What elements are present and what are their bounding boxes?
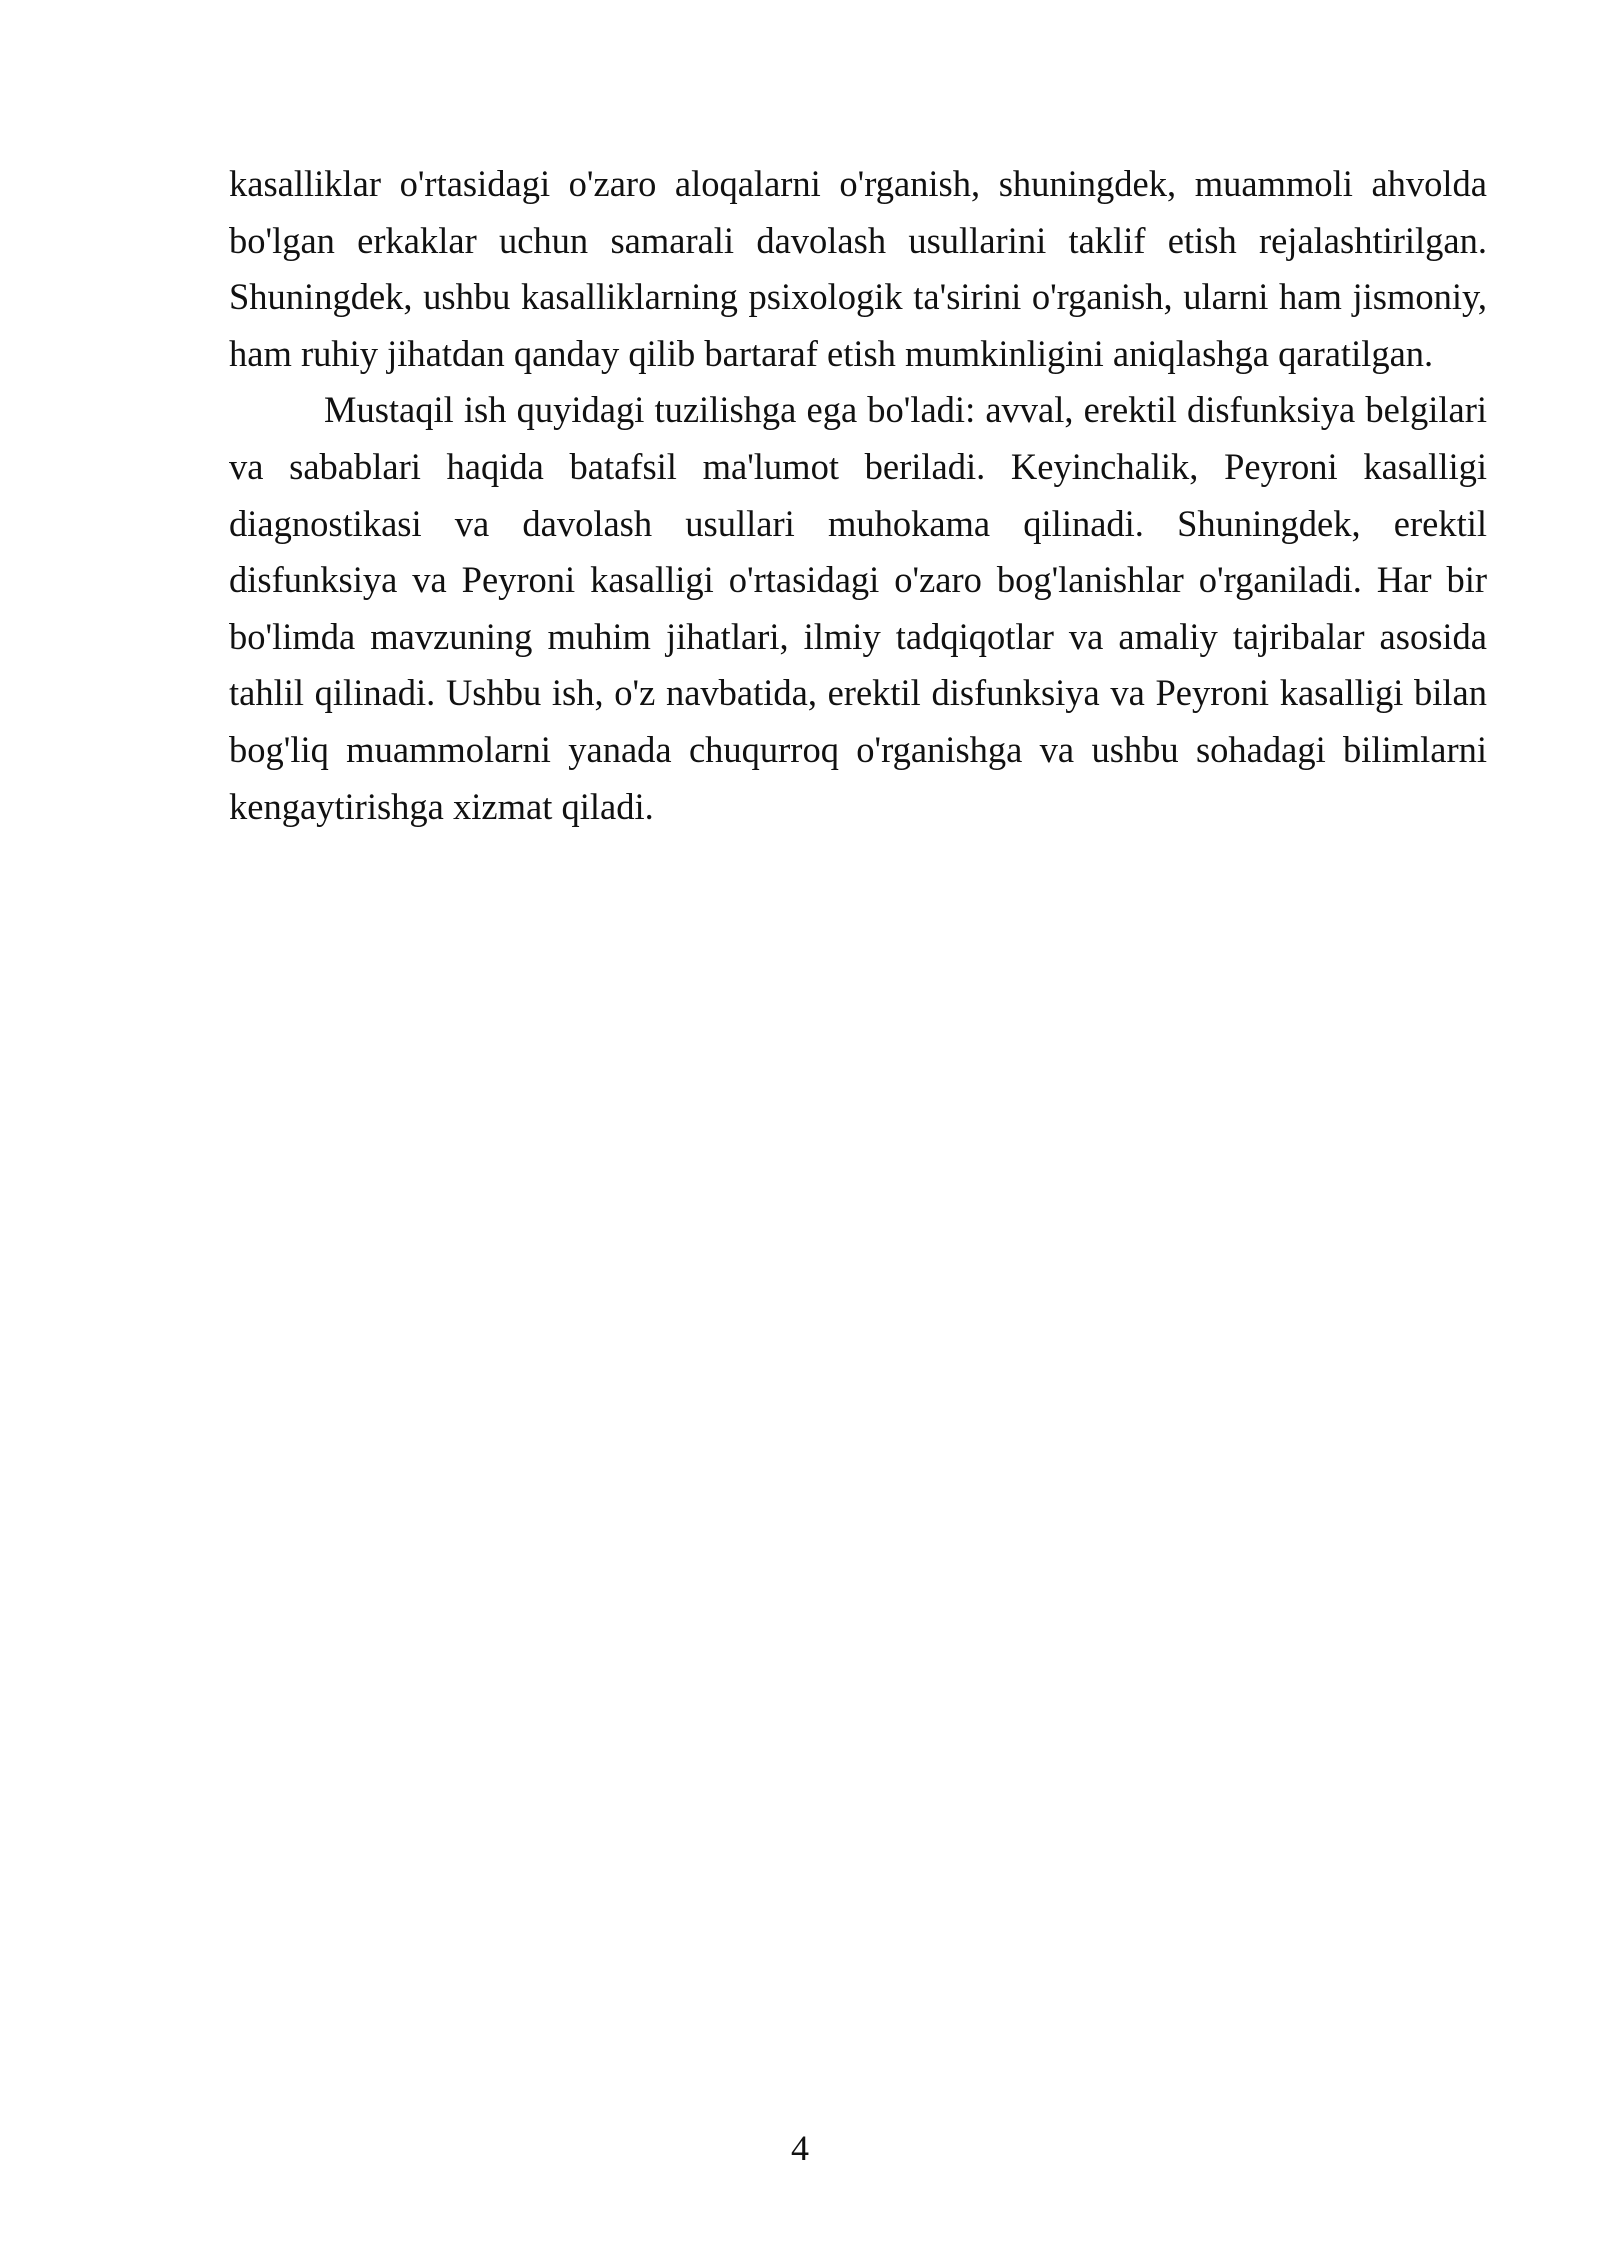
page-number: 4 bbox=[791, 2128, 809, 2168]
paragraph-structure: Mustaqil ish quyidagi tuzilishga ega bo'ladi: avval, erektil disfunksiya belgilari va sabablari haqida batafsil ma'lumot beriladi. Keyinchalik, Peyroni kasalligi diagnostikasi va davolash usullari muhokama qilinadi. Shuningdek, erektil disfunksiya va Peyroni kasalligi o'rtasidagi o'zaro bog'lanishlar o'rganiladi. Har bir bo'limda mavzuning muhim jihatlari, ilmiy tadqiqotlar va amaliy tajribalar asosida tahlil qilinadi. Ushbu ish, o'z navbatida, erektil disfunksiya va Peyroni kasalligi bilan bog'liq muammolarni yanada chuqurroq o'rganishga va ushbu sohadagi bilimlarni kengaytirishga xizmat qiladi. bbox=[229, 389, 1487, 827]
body-text bbox=[229, 156, 1487, 835]
paragraph-continuation: kasalliklar o'rtasidagi o'zaro aloqalarni o'rganish, shuningdek, muammoli ahvolda bo'lgan erkaklar uchun samarali davolash usullarini taklif etish rejalashtirilgan. Shuningdek, ushbu kasalliklarning psixologik ta'sirini o'rganish, ularni ham jismoniy, ham ruhiy jihatdan qanday qilib bartaraf etish mumkinligini aniqlashga qaratilgan. bbox=[229, 163, 1487, 374]
